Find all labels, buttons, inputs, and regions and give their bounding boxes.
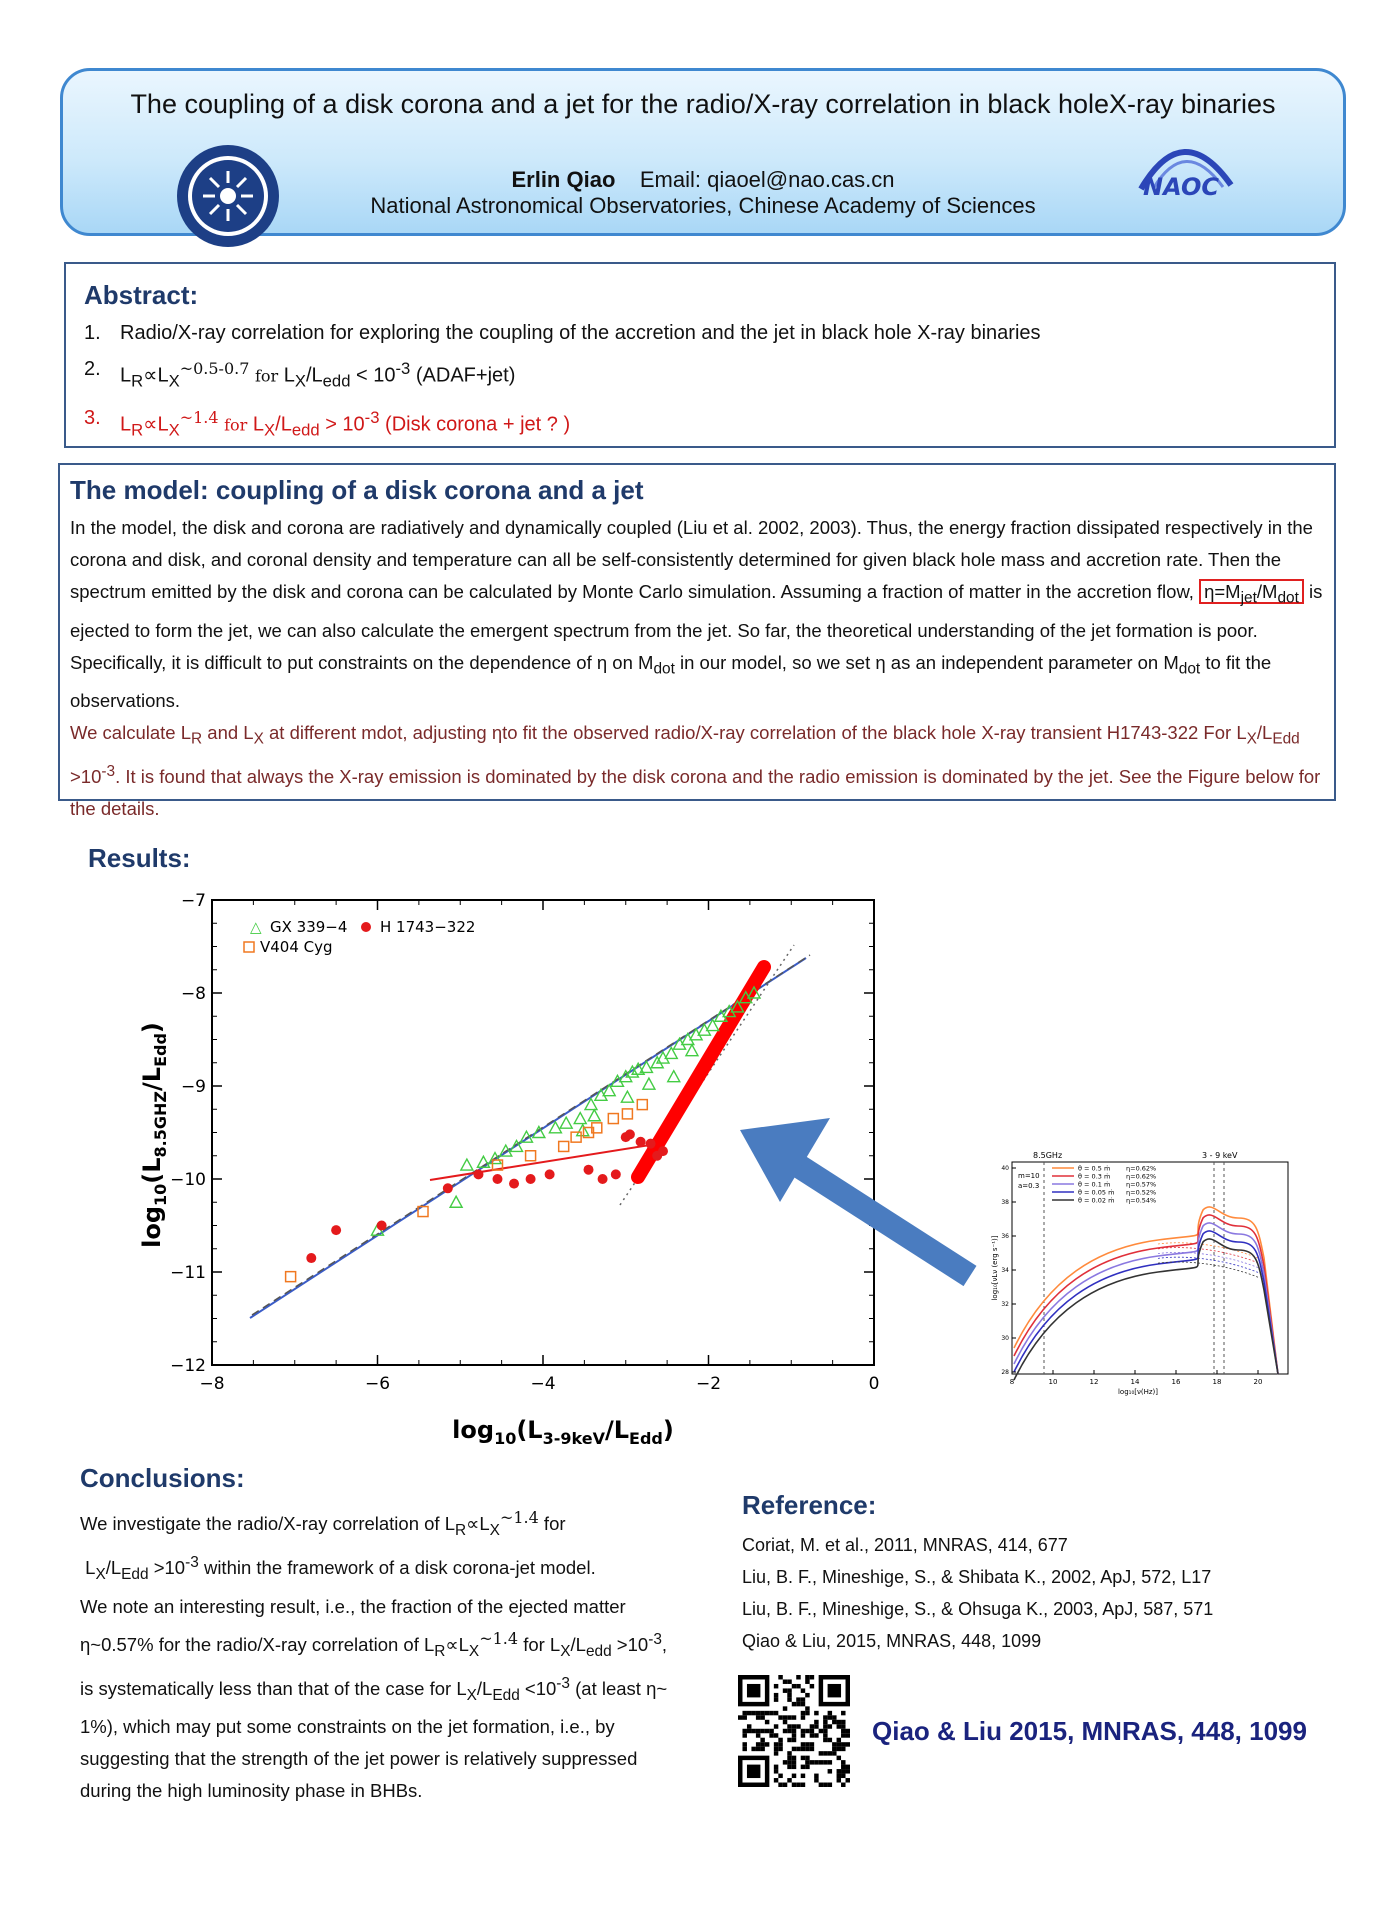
y-tick-label: −12 [170,1356,206,1376]
author-name: Erlin Qiao [511,167,616,192]
h-1743-322-point [545,1169,555,1179]
inset-y-tick: 38 [1001,1199,1009,1206]
model-heading: The model: coupling of a disk corona and a jet [70,475,644,505]
inset-legend-label: θ = 0.05 ṁ [1078,1188,1115,1197]
abstract-item-3: 3. $L_R\propto L_X^{\sim 1.4}$ for $L_X/L_{edd} > 10^{-3}$ (Disk corona + jet ? ) [84,406,571,440]
model-paragraph-2: We calculate $L_R$ and $L_X$ at different mdot, adjusting ηto fit the observed radio/X-ray correlation of the black hole X-ray transient H1743-322 For $L_X/L_{Edd} >10^{-3}$. It is found that always the X-ray emission is dominated by the disk corona and the radio emission is dominated by the jet. See the Figure below for the details. [70,722,1321,820]
inset-legend-eta: η=0.54% [1126,1196,1157,1205]
inset-label-xray: 3 - 9 keV [1202,1151,1238,1160]
inset-legend-eta: η=0.62% [1126,1172,1157,1181]
inset-y-tick: 40 [1001,1165,1009,1172]
y-tick-label: −10 [170,1170,206,1190]
reference-item: Liu, B. F., Mineshige, S., & Ohsuga K., 2003, ApJ, 587, 571 [742,1599,1214,1619]
inset-y-tick: 32 [1001,1301,1009,1308]
model-box [58,463,1336,820]
inset-ylabel: log₁₀[νLν (erg s⁻¹)] [991,1235,999,1301]
inset-y-tick: 28 [1001,1369,1009,1376]
inset-x-tick: 18 [1212,1378,1222,1386]
affiliation: National Astronomical Observatories, Chinese Academy of Sciences [370,193,1036,218]
inset-x-tick: 8 [1009,1378,1015,1386]
legend-gx339: GX 339−4 [270,918,348,936]
conclusions-section [80,1463,720,1807]
x-axis-label: $\log_{10}(L_{3-9keV}/L_{Edd})$ [452,1416,674,1445]
x-tick-label: 0 [868,1374,880,1394]
inset-legend-eta: η=0.52% [1126,1188,1157,1197]
inset-legend-label: θ = 0.5 ṁ [1078,1164,1111,1173]
inset-label-radio: 8.5GHz [1033,1151,1063,1160]
y-tick-label: −11 [170,1263,206,1283]
h-1743-322-point [658,1146,668,1156]
y-tick-label: −7 [180,891,206,911]
h-1743-322-point [584,1165,594,1175]
x-tick-label: −2 [695,1374,722,1394]
h-1743-322-point [306,1253,316,1263]
h-1743-322-point [509,1179,519,1189]
inset-xlabel: log₁₀[ν(Hz)] [1117,1388,1159,1396]
legend-h1743: H 1743−322 [380,918,476,936]
inset-legend-label: θ = 0.3 ṁ [1078,1172,1111,1181]
abstract-heading: Abstract: [84,280,199,310]
reference-section [742,1490,1362,1657]
header-banner [60,68,1346,236]
eta-highlight-box: $\eta=M_{jet}/M_{dot}$ [1199,579,1304,604]
inset-param-m: m=10 [1018,1172,1040,1180]
model-paragraph-1: In the model, the disk and corona are radiatively and dynamically coupled (Liu et al. 2002, 2003). Thus, the energy fraction dissipated respectively in the corona and disk, and coronal density and temperature can all be self-consistently determined for given black hole mass and accretion rate. Then the spectrum emitted by the disk and corona can be calculated by Monte Carlo simulation. Assuming a fraction of matter in the accretion flow, $\eta=M_{jet}/M_{dot}$ is ejected to form the jet, we can also calculate the emergent spectrum from the jet. So far, the theoretical understanding of the jet formation is poor. Specifically, it is difficult to put constraints on the dependence of η on $M_{dot}$ in our model, so we set η as an independent parameter on $M_{dot}$ to fit the observations. [70,517,1323,712]
h-1743-322-point [473,1169,483,1179]
h-1743-322-point [636,1137,646,1147]
h-1743-322-point [331,1225,341,1235]
x-tick-label: −8 [199,1374,225,1394]
reference-heading: Reference: [742,1490,877,1520]
inset-x-tick: 16 [1171,1378,1181,1386]
svg-text:△: △ [250,918,262,936]
results-heading: Results: [88,843,191,873]
abstract-item-1: 1. Radio/X-ray correlation for exploring the coupling of the accretion and the jet in black hole X-ray binaries [84,322,1041,344]
inset-y-tick: 36 [1001,1233,1009,1240]
qr-code[interactable] [738,1675,850,1787]
x-tick-label: −4 [530,1374,556,1394]
inset-x-tick: 12 [1089,1378,1099,1386]
pointer-arrow [720,1110,980,1290]
reference-item: Coriat, M. et al., 2011, MNRAS, 414, 677 [742,1535,1068,1555]
abstract-item-2: 2. $L_R\propto L_X^{\sim 0.5-0.7}$ for $L_X/L_{edd} < 10^{-3}$ (ADAF+jet) [84,358,516,391]
y-tick-label: −9 [180,1077,206,1097]
h-1743-322-point [646,1139,656,1149]
inset-legend-label: θ = 0.02 ṁ [1078,1196,1115,1205]
inset-y-tick: 30 [1001,1335,1009,1342]
naoc-logo [1123,127,1241,207]
abstract-box [64,262,1336,448]
x-tick-label: −6 [364,1374,391,1394]
inset-y-tick: 34 [1001,1267,1009,1274]
spectrum-inset [988,1148,1298,1398]
inset-param-a: a=0.3 [1018,1182,1040,1190]
legend-v404: V404 Cyg [260,938,333,956]
inset-legend-eta: η=0.57% [1126,1180,1157,1189]
conclusions-heading: Conclusions: [80,1463,245,1493]
paper-citation[interactable]: Qiao & Liu 2015, MNRAS, 448, 1099 [872,1716,1307,1746]
reference-item: Qiao & Liu, 2015, MNRAS, 448, 1099 [742,1631,1042,1651]
inset-legend-label: θ = 0.1 ṁ [1078,1180,1111,1189]
naoc-logo-text: NAOC [1143,173,1219,201]
h-1743-322-point [492,1174,502,1184]
h-1743-322-point [443,1183,453,1193]
inset-x-tick: 20 [1253,1378,1263,1386]
h-1743-322-point [625,1129,635,1139]
h-1743-322-point [526,1174,536,1184]
y-tick-label: −8 [180,984,206,1004]
inset-x-tick: 14 [1130,1378,1140,1386]
h-1743-322-point [611,1169,621,1179]
inset-x-tick: 10 [1048,1378,1058,1386]
reference-item: Liu, B. F., Mineshige, S., & Shibata K., 2002, ApJ, 572, L17 [742,1567,1212,1587]
poster-title: The coupling of a disk corona and a jet for the radio/X-ray correlation in black holeX-ray binaries [130,89,1276,119]
author-email[interactable]: Email: qiaoel@nao.cas.cn [639,167,895,192]
h-1743-322-point [598,1174,608,1184]
inset-legend-eta: η=0.62% [1126,1164,1157,1173]
y-axis-label: $\log_{10}(L_{8.5GHZ}/L_{Edd})$ [138,1022,170,1248]
conclusions-text: We investigate the radio/X-ray correlation of $L_R\propto L_X^{\sim 1.4}$ for $L_X/L_{Edd} >10^{-3}$ within the framework of a disk corona-jet model. We note an interesting result, i.e., the fraction of the ejected matter η~0.57% for the radio/X-ray correlation of $L_R\propto L_X^{\sim 1.4}$ for $L_X/L_{edd} >10^{-3}$, is systematically less than that of the case for $L_X/L_{Edd} <10^{-3}$ (at least η~ 1%), which may put some constraints on the jet formation, i.e., by suggesting that the strength of the jet power is relatively suppressed during the high luminosity phase in BHBs. [80,1508,668,1802]
h-1743-322-point [377,1221,387,1231]
